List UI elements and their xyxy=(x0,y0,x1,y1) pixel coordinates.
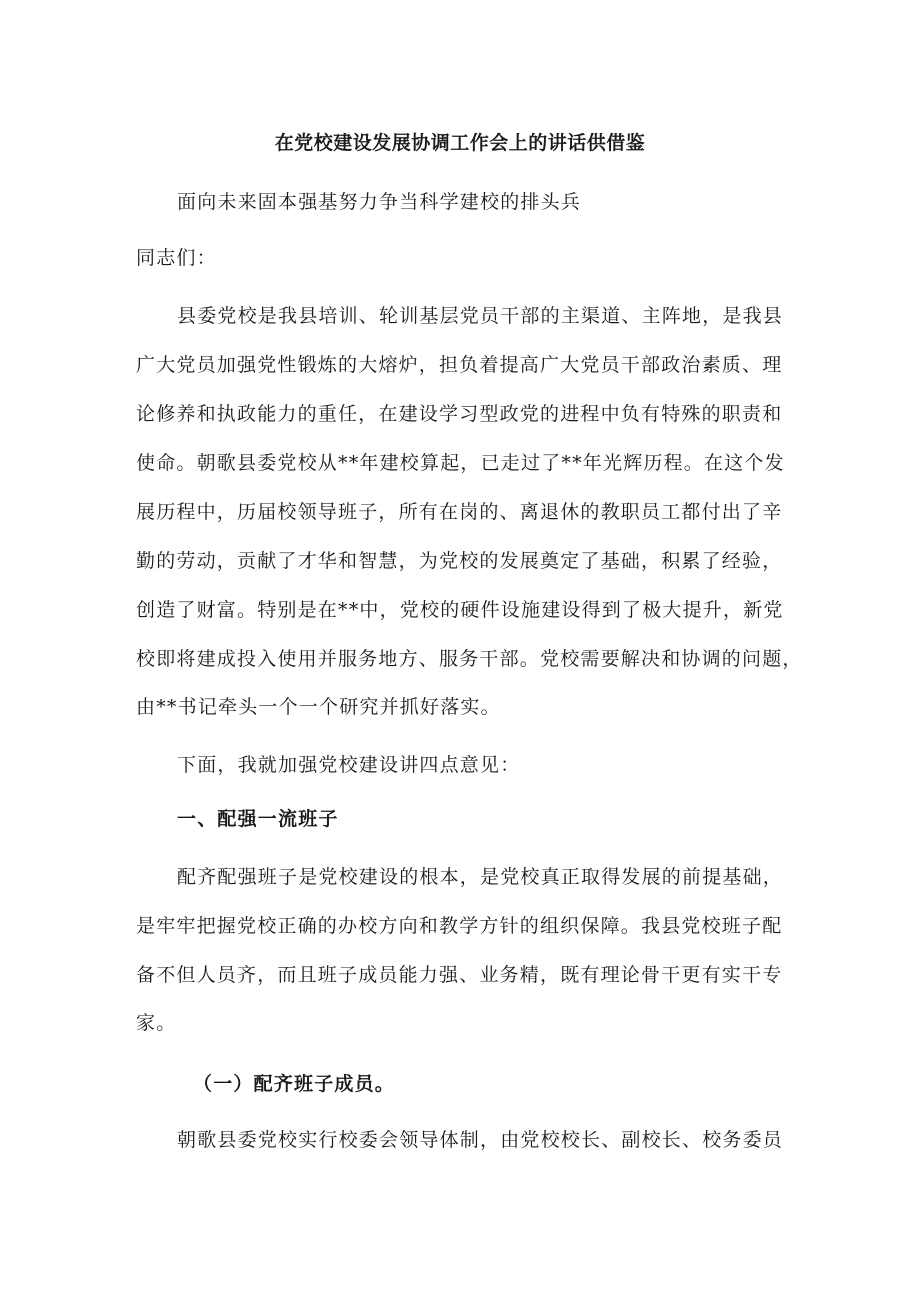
paragraph-line: 展历程中，历届校领导班子，所有在岗的、离退休的教职员工都付出了辛 xyxy=(136,501,783,523)
paragraph-line: 创造了财富。特别是在**中，党校的硬件设施建设得到了极大提升，新党 xyxy=(136,599,784,621)
subsection-heading: （一）配齐班子成员。 xyxy=(193,1073,396,1095)
paragraph-line: 县委党校是我县培训、轮训基层党员干部的主渠道、主阵地，是我县 xyxy=(177,305,784,327)
salutation: 同志们： xyxy=(136,247,217,269)
paragraph-line: 家。 xyxy=(136,1012,177,1034)
section-heading: 一、配强一流班子 xyxy=(177,808,339,830)
paragraph-line: 勤的劳动，贡献了才华和智慧，为党校的发展奠定了基础，积累了经验， xyxy=(136,550,783,572)
paragraph-line: 配齐配强班子是党校建设的根本，是党校真正取得发展的前提基础， xyxy=(177,866,784,888)
paragraph-line: 朝歌县委党校实行校委会领导体制，由党校校长、副校长、校务委员 xyxy=(177,1129,784,1151)
paragraph-line: 广大党员加强党性锻炼的大熔炉，担负着提高广大党员干部政治素质、理 xyxy=(136,354,783,376)
paragraph-line: 由**书记牵头一个一个研究并抓好落实。 xyxy=(136,696,501,718)
paragraph-line: 备不但人员齐，而且班子成员能力强、业务精，既有理论骨干更有实干专 xyxy=(136,964,783,986)
paragraph-line: 是牢牢把握党校正确的办校方向和教学方针的组织保障。我县党校班子配 xyxy=(136,915,783,937)
document-title: 在党校建设发展协调工作会上的讲话供借鉴 xyxy=(274,132,646,154)
paragraph-line: 校即将建成投入使用并服务地方、服务干部。党校需要解决和协调的问题， xyxy=(136,648,803,670)
paragraph-line: 使命。朝歌县委党校从**年建校算起，已走过了**年光辉历程。在这个发 xyxy=(136,452,785,474)
paragraph-line: 论修养和执政能力的重任，在建设学习型政党的进程中负有特殊的职责和 xyxy=(136,403,783,425)
document-subtitle: 面向未来固本强基努力争当科学建校的排头兵 xyxy=(177,191,582,213)
paragraph-intro: 下面，我就加强党校建设讲四点意见： xyxy=(177,754,521,776)
